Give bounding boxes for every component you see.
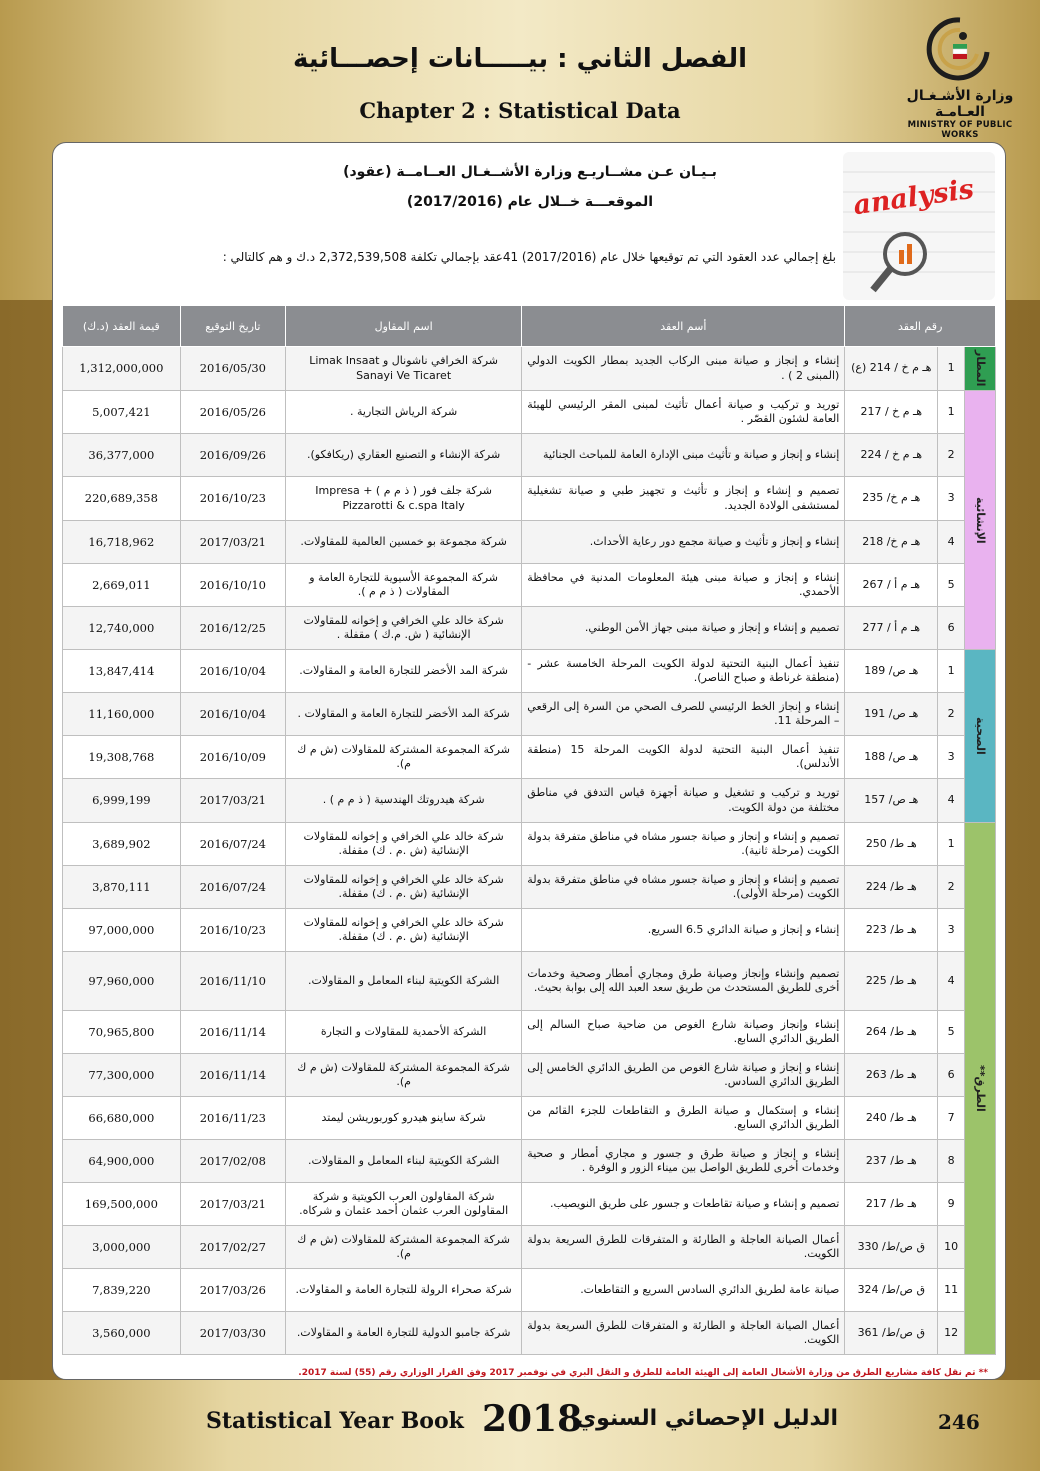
- contract-value: 66,680,000: [63, 1097, 181, 1140]
- contract-ref: هـ ص/ 191: [845, 693, 938, 736]
- contract-ref: هـ ص/ 188: [845, 736, 938, 779]
- logo-english-text: MINISTRY OF PUBLIC WORKS: [907, 120, 1013, 140]
- category-health: الصحية: [965, 650, 996, 823]
- contract-value: 19,308,768: [63, 736, 181, 779]
- contract-ref: هـ م خ/ 218: [845, 521, 938, 564]
- contractor-name: شركة خالد علي الخرافي و إخوانه للمقاولات الإنشائية (ش .م . ك) مقفلة.: [285, 823, 521, 866]
- table-row: [63, 952, 996, 1011]
- contract-value: 1,312,000,000: [63, 347, 181, 391]
- table-row: [63, 1011, 996, 1054]
- row-number: 1: [938, 650, 965, 693]
- contract-name: صيانة عامة لطريق الدائري السادس السريع و التقاطعات.: [522, 1269, 845, 1312]
- contract-ref: ق ص/ط/ 324: [845, 1269, 938, 1312]
- contractor-name: شركة الخرافي ناشونال و Limak Insaat Sanayi Ve Ticaret: [285, 347, 521, 391]
- table-row: [63, 866, 996, 909]
- signing-date: 2016/09/26: [180, 434, 285, 477]
- contractor-name: شركة المد الأخضر للتجارة العامة و المقاولات.: [285, 650, 521, 693]
- signing-date: 2017/03/21: [180, 779, 285, 823]
- contractor-name: شركة هيدروتك الهندسية ( ذ م م ) .: [285, 779, 521, 823]
- contract-value: 70,965,800: [63, 1011, 181, 1054]
- report-title-line2: الموقعـــة خــلال عام (2017/2016): [406, 194, 654, 210]
- contract-value: 97,960,000: [63, 952, 181, 1011]
- contract-ref: هـ م خ / 214 (ع): [845, 347, 938, 391]
- contractor-name: الشركة الكويتية لبناء المعامل و المقاولات.: [285, 952, 521, 1011]
- contract-name: تصميم و إنشاء و إنجاز و صيانة جسور مشاه في مناطق متفرقة بدولة الكويت (مرحلة الأولى).: [522, 866, 845, 909]
- contract-ref: هـ ط/ 237: [845, 1140, 938, 1183]
- signing-date: 2017/02/27: [180, 1226, 285, 1269]
- contractor-name: شركة المقاولون العرب الكويتية و شركة المقاولون العرب عثمان أحمد عثمان و شركاه.: [285, 1183, 521, 1226]
- contract-name: تصميم وإنشاء وإنجاز وصيانة طرق ومجاري أمطار وصحية وخدمات أخرى للطريق المستحدث من طريق سعد العبد الله إلى بوابة بحيث.: [522, 952, 845, 1011]
- signing-date: 2016/10/04: [180, 693, 285, 736]
- contract-name: إنشاء و إنجاز و تأثيث و صيانة مجمع دور رعاية الأحداث.: [522, 521, 845, 564]
- contract-ref: هـ م خ / 217: [845, 391, 938, 434]
- signing-date: 2016/10/09: [180, 736, 285, 779]
- table-row: [63, 1054, 996, 1097]
- table-row: [63, 823, 996, 866]
- chapter-title-english: Chapter 2 : Statistical Data: [359, 98, 681, 123]
- row-number: 11: [938, 1269, 965, 1312]
- table-row: [63, 1183, 996, 1226]
- signing-date: 2016/05/30: [180, 347, 285, 391]
- row-number: 6: [938, 1054, 965, 1097]
- category-airport: المطار: [965, 347, 996, 391]
- row-number: 1: [938, 823, 965, 866]
- ministry-logo: [890, 14, 1030, 140]
- signing-date: 2016/10/10: [180, 564, 285, 607]
- signing-date: 2016/07/24: [180, 823, 285, 866]
- contract-name: تصميم و إنشاء و إنجاز و تأثيث و تجهيز طبي و صيانة تشغيلية لمستشفى الولادة الجديد.: [522, 477, 845, 521]
- ministry-emblem-icon: [925, 14, 995, 84]
- signing-date: 2016/10/23: [180, 477, 285, 521]
- report-summary: بلغ إجمالي عدد العقود التي تم توقيعها خلال عام (2017/2016) 41عقد بإجمالي تكلفة 2,372,539,508 د.ك و هم كالتالي :: [222, 250, 836, 264]
- header-signing-date: تاريخ التوقيع: [180, 306, 285, 347]
- contract-name: تصميم و إنشاء و إنجاز و صيانة مبنى جهاز الأمن الوطني.: [522, 607, 845, 650]
- row-number: 7: [938, 1097, 965, 1140]
- footer-title-english: Statistical Year Book: [206, 1408, 464, 1434]
- footnote: ** تم نقل كافة مشاريع الطرق من وزارة الأشغال العامة إلى الهيئة العامة للطرق و النقل البري في نوفمبر 2017 وفق القرار الوزاري رقم (55) لسنة 2017.: [298, 1368, 988, 1378]
- row-number: 4: [938, 521, 965, 564]
- signing-date: 2016/10/04: [180, 650, 285, 693]
- contract-ref: هـ م خ / 224: [845, 434, 938, 477]
- contract-value: 13,847,414: [63, 650, 181, 693]
- contract-ref: هـ ط/ 264: [845, 1011, 938, 1054]
- footer-year: 2018: [482, 1398, 583, 1440]
- contract-value: 2,669,011: [63, 564, 181, 607]
- contract-name: إنشاء وإنجاز وصيانة شارع الغوص من ضاحية صباح السالم إلى الطريق الدائري السابع.: [522, 1011, 845, 1054]
- row-number: 8: [938, 1140, 965, 1183]
- contract-name: إنشاء و إنجاز و صيانة شارع الغوص من الطريق الدائري الخامس إلى الطريق الدائري السادس.: [522, 1054, 845, 1097]
- contract-name: تنفيذ أعمال البنية التحتية لدولة الكويت المرحلة 15 (منطقة الأندلس).: [522, 736, 845, 779]
- contract-ref: هـ ط/ 263: [845, 1054, 938, 1097]
- contractor-name: شركة الرياش التجارية .: [285, 391, 521, 434]
- row-number: 1: [938, 391, 965, 434]
- analysis-illustration: [843, 152, 995, 300]
- contract-name: أعمال الصيانة العاجلة و الطارئة و المتفرقات للطرق السريعة بدولة الكويت.: [522, 1226, 845, 1269]
- contract-ref: هـ ط/ 250: [845, 823, 938, 866]
- signing-date: 2017/03/30: [180, 1312, 285, 1355]
- contract-ref: هـ ص/ 189: [845, 650, 938, 693]
- row-number: 10: [938, 1226, 965, 1269]
- table-row: [63, 477, 996, 521]
- contract-value: 7,839,220: [63, 1269, 181, 1312]
- contract-name: إنشاء و إستكمال و صيانة الطرق و التقاطعات للجزء القائم من الطريق الدائري السابع.: [522, 1097, 845, 1140]
- table-row: [63, 1312, 996, 1355]
- table-row: [63, 1140, 996, 1183]
- contract-name: إنشاء و إنجاز و صيانة طرق و جسور و مجاري أمطار و صحية وخدمات أخرى للطريق الواصل بين ميناء الزور و الوفرة .: [522, 1140, 845, 1183]
- row-number: 4: [938, 779, 965, 823]
- table-row: [63, 434, 996, 477]
- signing-date: 2016/11/10: [180, 952, 285, 1011]
- table-row: [63, 347, 996, 391]
- analysis-word: analysis: [851, 173, 976, 222]
- contract-value: 3,689,902: [63, 823, 181, 866]
- signing-date: 2016/11/14: [180, 1011, 285, 1054]
- header-contract-value: قيمة العقد (د.ك): [63, 306, 181, 347]
- magnifier-chart-icon: [843, 152, 995, 300]
- signing-date: 2017/02/08: [180, 1140, 285, 1183]
- contractor-name: شركة الإنشاء و التصنيع العقاري (ريكافكو).: [285, 434, 521, 477]
- signing-date: 2016/10/23: [180, 909, 285, 952]
- contractor-name: شركة المجموعة الأسيوية للتجارة العامة و المقاولات ( ذ م م ).: [285, 564, 521, 607]
- contract-value: 3,560,000: [63, 1312, 181, 1355]
- contract-value: 6,999,199: [63, 779, 181, 823]
- contract-name: تنفيذ أعمال البنية التحتية لدولة الكويت المرحلة الخامسة عشر - (منطقة غرناطة و صباح الناصر).: [522, 650, 845, 693]
- row-number: 3: [938, 909, 965, 952]
- contract-ref: هـ ط/ 223: [845, 909, 938, 952]
- contracts-table: [62, 305, 996, 1355]
- contract-ref: هـ م خ/ 235: [845, 477, 938, 521]
- table-row: [63, 1226, 996, 1269]
- signing-date: 2016/05/26: [180, 391, 285, 434]
- table-row: [63, 564, 996, 607]
- contract-ref: ق ص/ط/ 330: [845, 1226, 938, 1269]
- contractor-name: الشركة الكويتية لبناء المعامل و المقاولات.: [285, 1140, 521, 1183]
- table-row: [63, 650, 996, 693]
- contractor-name: شركة المجموعة المشتركة للمقاولات (ش م ك م).: [285, 736, 521, 779]
- contract-name: تصميم و إنشاء و إنجاز و صيانة جسور مشاه في مناطق متفرقة بدولة الكويت (مرحلة ثانية).: [522, 823, 845, 866]
- contract-value: 77,300,000: [63, 1054, 181, 1097]
- table-row: [63, 607, 996, 650]
- row-number: 9: [938, 1183, 965, 1226]
- contract-name: إنشاء و إنجاز و صيانة و تأثيث مبنى الإدارة العامة للمباحث الجنائية: [522, 434, 845, 477]
- table-row: [63, 521, 996, 564]
- contract-value: 11,160,000: [63, 693, 181, 736]
- signing-date: 2016/11/23: [180, 1097, 285, 1140]
- contract-value: 64,900,000: [63, 1140, 181, 1183]
- contract-name: توريد و تركيب و صيانة أعمال تأثيث لمبنى المقر الرئيسي للهيئة العامة لشئون القصّر .: [522, 391, 845, 434]
- row-number: 4: [938, 952, 965, 1011]
- contract-value: 97,000,000: [63, 909, 181, 952]
- signing-date: 2017/03/21: [180, 521, 285, 564]
- contract-value: 3,870,111: [63, 866, 181, 909]
- row-number: 1: [938, 347, 965, 391]
- header-contract-name: أسم العقد: [522, 306, 845, 347]
- category-construction: الإنشائية: [965, 391, 996, 650]
- contractor-name: شركة خالد علي الخرافي و إخوانه للمقاولات الإنشائية ( ش. م.ك ) مقفلة .: [285, 607, 521, 650]
- contract-value: 16,718,962: [63, 521, 181, 564]
- contractor-name: شركة جلف فور ( ذ م م ) + Impresa Pizzarotti & c.spa Italy: [285, 477, 521, 521]
- contract-ref: هـ ص/ 157: [845, 779, 938, 823]
- contract-ref: هـ ط/ 217: [845, 1183, 938, 1226]
- contract-value: 12,740,000: [63, 607, 181, 650]
- contract-ref: هـ ط/ 225: [845, 952, 938, 1011]
- contract-value: 169,500,000: [63, 1183, 181, 1226]
- chapter-title-arabic: الفصل الثاني : بيـــــانات إحصـــائية: [293, 44, 747, 74]
- row-number: 12: [938, 1312, 965, 1355]
- contract-name: أعمال الصيانة العاجلة و الطارئة و المتفرقات للطرق السريعة بدولة الكويت.: [522, 1312, 845, 1355]
- category-roads: الطرق**: [965, 823, 996, 1355]
- contract-ref: هـ م أ / 277: [845, 607, 938, 650]
- report-title-line1: بـيـان عـن مشــاريـع وزارة الأشــغـال العــامــة (عقود): [343, 164, 717, 180]
- contract-name: إنشاء و إنجاز و صيانة مبنى الركاب الجديد بمطار الكويت الدولي (المبنى 2 ) .: [522, 347, 845, 391]
- table-row: [63, 1269, 996, 1312]
- contract-name: توريد و تركيب و تشغيل و صيانة أجهزة قياس التدفق في مناطق مختلفة من دولة الكويت.: [522, 779, 845, 823]
- row-number: 2: [938, 866, 965, 909]
- contract-ref: هـ م أ / 267: [845, 564, 938, 607]
- contract-ref: هـ ط/ 240: [845, 1097, 938, 1140]
- contract-name: إنشاء و إنجاز و صيانة مبنى هيئة المعلومات المدنية في محافظة الأحمدي.: [522, 564, 845, 607]
- contract-name: تصميم و إنشاء و صيانة تقاطعات و جسور على طريق النويصيب.: [522, 1183, 845, 1226]
- table-row: [63, 391, 996, 434]
- contractor-name: شركة خالد علي الخرافي و إخوانه للمقاولات الإنشائية (ش .م . ك) مقفلة.: [285, 909, 521, 952]
- contractor-name: الشركة الأحمدية للمقاولات و التجارة: [285, 1011, 521, 1054]
- contract-value: 3,000,000: [63, 1226, 181, 1269]
- signing-date: 2017/03/26: [180, 1269, 285, 1312]
- contractor-name: شركة المجموعة المشتركة للمقاولات (ش م ك م).: [285, 1054, 521, 1097]
- row-number: 5: [938, 1011, 965, 1054]
- contract-value: 36,377,000: [63, 434, 181, 477]
- row-number: 3: [938, 477, 965, 521]
- row-number: 6: [938, 607, 965, 650]
- table-row: [63, 909, 996, 952]
- signing-date: 2016/07/24: [180, 866, 285, 909]
- table-row: [63, 736, 996, 779]
- signing-date: 2017/03/21: [180, 1183, 285, 1226]
- row-number: 3: [938, 736, 965, 779]
- header-contract-number: رقم العقد: [845, 306, 996, 347]
- table-row: [63, 693, 996, 736]
- table-row: [63, 779, 996, 823]
- contractor-name: شركة المجموعة المشتركة للمقاولات (ش م ك م).: [285, 1226, 521, 1269]
- contractor-name: شركة المد الأخضر للتجارة العامة و المقاولات .: [285, 693, 521, 736]
- header-contractor: اسم المقاول: [285, 306, 521, 347]
- contract-value: 220,689,358: [63, 477, 181, 521]
- contract-name: إنشاء و إنجاز الخط الرئيسي للصرف الصحي من السرة إلى الرقعي – المرحلة 11.: [522, 693, 845, 736]
- contractor-name: شركة صحراء الرولة للتجارة العامة و المقاولات.: [285, 1269, 521, 1312]
- table-row: [63, 1097, 996, 1140]
- signing-date: 2016/11/14: [180, 1054, 285, 1097]
- row-number: 5: [938, 564, 965, 607]
- table-header-row: [63, 306, 996, 347]
- row-number: 2: [938, 693, 965, 736]
- contractor-name: شركة خالد علي الخرافي و إخوانه للمقاولات الإنشائية (ش .م . ك) مقفلة.: [285, 866, 521, 909]
- signing-date: 2016/12/25: [180, 607, 285, 650]
- contract-value: 5,007,421: [63, 391, 181, 434]
- footer-title-arabic: الدليل الإحصائي السنوي: [576, 1406, 839, 1431]
- logo-arabic-text: وزارة الأشـغـال العـامـة: [906, 88, 1014, 120]
- contract-name: إنشاء و إنجاز و صيانة الدائري 6.5 السريع.: [522, 909, 845, 952]
- page-number: 246: [938, 1410, 980, 1434]
- row-number: 2: [938, 434, 965, 477]
- contractor-name: شركة مجموعة بو خمسين العالمية للمقاولات.: [285, 521, 521, 564]
- contractor-name: شركة جامبو الدولية للتجارة العامة و المقاولات.: [285, 1312, 521, 1355]
- contract-ref: هـ ط/ 224: [845, 866, 938, 909]
- contractor-name: شركة ساينو هيدرو كوربوريشن ليمتد: [285, 1097, 521, 1140]
- contract-ref: ق ص/ط/ 361: [845, 1312, 938, 1355]
